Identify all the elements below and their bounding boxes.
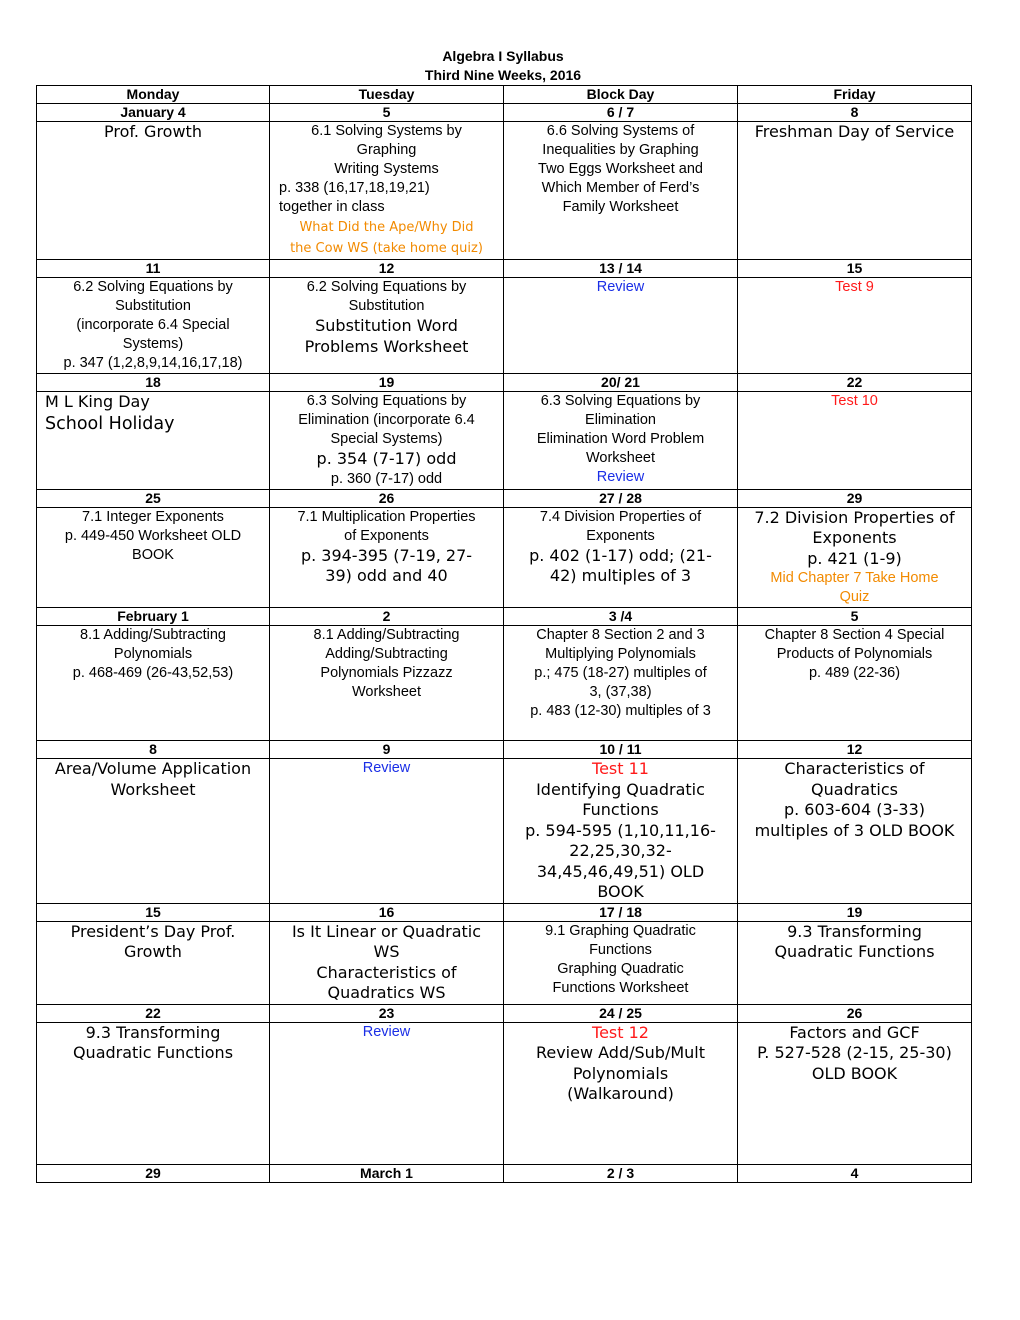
- date-cell: February 1: [37, 608, 270, 626]
- activity-cell: [738, 122, 972, 260]
- activity-line: Problems Worksheet: [304, 336, 469, 356]
- activity-line: Graphing Quadratic: [557, 960, 684, 977]
- activity-line: p. 449-450 Worksheet OLD: [64, 527, 242, 544]
- activity-line: Adding/Subtracting: [325, 646, 448, 662]
- activity-row: [37, 921, 972, 1004]
- activity-cell: [270, 122, 504, 260]
- activity-line: Polynomials: [113, 646, 193, 662]
- activity-cell: [37, 626, 270, 741]
- activity-cell: [270, 507, 504, 608]
- date-cell: 24 / 25: [504, 1004, 738, 1022]
- activity-line: WS: [373, 942, 400, 961]
- activity-line: Functions: [582, 800, 659, 819]
- activity-row: [37, 507, 972, 608]
- activity-line: 7.1 Integer Exponents: [82, 508, 224, 525]
- activity-line: Identifying Quadratic: [536, 779, 705, 799]
- activity-line: 8.1 Adding/Subtracting: [80, 627, 226, 643]
- activity-cell: [270, 759, 504, 904]
- activity-line: 42) multiples of 3: [549, 566, 692, 585]
- date-cell: 29: [37, 1164, 270, 1182]
- activity-line: Substitution Word: [315, 316, 458, 335]
- activity-line: Elimination: [585, 412, 656, 428]
- activity-cell: [738, 921, 972, 1004]
- activity-line: p. 354 (7-17) odd: [316, 449, 457, 468]
- activity-line: 9.1 Graphing Quadratic: [545, 922, 696, 939]
- test-label: Test 10: [831, 393, 878, 409]
- activity-cell: [504, 278, 738, 374]
- activity-cell: [270, 1022, 504, 1164]
- activity-cell: [37, 921, 270, 1004]
- activity-cell: [37, 759, 270, 904]
- activity-line: Systems): [122, 336, 184, 352]
- activity-line: Worksheet: [351, 684, 422, 700]
- activity-line: Which Member of Ferd’s: [541, 180, 700, 196]
- activity-line: Elimination (incorporate 6.4: [298, 412, 475, 428]
- activity-line: 6.1 Solving Systems by: [311, 123, 462, 139]
- activity-row: [37, 122, 972, 260]
- test-label: Test 12: [592, 1022, 649, 1042]
- activity-line: School Holiday: [45, 413, 175, 434]
- activity-cell: [504, 921, 738, 1004]
- activity-line: 6.3 Solving Equations by: [306, 393, 467, 409]
- activity-line: Exponents: [586, 527, 655, 544]
- date-cell: 25: [37, 489, 270, 507]
- activity-line: Worksheet: [585, 450, 656, 466]
- test-label: Test 11: [592, 759, 649, 778]
- activity-line: Prof. Growth: [104, 122, 202, 141]
- activity-line: p. 347 (1,2,8,9,14,16,17,18): [63, 355, 243, 371]
- test-label: Test 9: [835, 279, 874, 295]
- date-row: [37, 104, 972, 122]
- date-row: [37, 1164, 972, 1182]
- activity-line: p. 603-604 (3-33): [783, 800, 926, 819]
- activity-cell: [504, 626, 738, 741]
- date-cell: 19: [738, 903, 972, 921]
- date-row: [37, 489, 972, 507]
- date-row: [37, 903, 972, 921]
- date-cell: 29: [738, 489, 972, 507]
- date-cell: 22: [37, 1004, 270, 1022]
- activity-line: p.; 475 (18-27) multiples of: [534, 665, 707, 681]
- activity-line: p. 594-595 (1,10,11,16-: [525, 820, 716, 840]
- activity-line: 9.3 Transforming: [85, 1022, 221, 1042]
- activity-line: p. 394-395 (7-19, 27-: [300, 545, 473, 565]
- date-cell: 2 / 3: [504, 1164, 738, 1182]
- activity-cell: [738, 1022, 972, 1164]
- date-cell: 23: [270, 1004, 504, 1022]
- date-cell: 26: [270, 489, 504, 507]
- activity-row: [37, 626, 972, 741]
- activity-line: Quadratic Functions: [72, 1043, 234, 1062]
- activity-line: OLD BOOK: [811, 1063, 898, 1083]
- date-cell: 9: [270, 741, 504, 759]
- syllabus-subtitle: Third Nine Weeks, 2016: [424, 67, 582, 83]
- activity-cell: [738, 507, 972, 608]
- activity-line: Growth: [124, 942, 182, 961]
- column-header: Monday: [37, 86, 270, 104]
- activity-line: Multiplying Polynomials: [545, 646, 696, 662]
- activity-row: [37, 1022, 972, 1164]
- activity-line: Polynomials Pizzazz: [320, 665, 453, 681]
- activity-line: together in class: [279, 199, 385, 215]
- activity-cell: [504, 122, 738, 260]
- activity-line: Quadratics WS: [327, 983, 446, 1002]
- activity-line: Quadratic Functions: [774, 942, 935, 961]
- activity-line: 3, (37,38): [589, 684, 652, 700]
- date-row: [37, 260, 972, 278]
- activity-cell: [738, 759, 972, 904]
- activity-line: Substitution: [115, 298, 191, 314]
- activity-cell: [37, 507, 270, 608]
- activity-line: 7.4 Division Properties of: [539, 508, 702, 525]
- activity-line: p. 489 (22-36): [808, 665, 901, 681]
- activity-line: Substitution: [348, 298, 425, 314]
- column-header: Block Day: [504, 86, 738, 104]
- activity-line: Functions: [589, 941, 652, 958]
- take-home-quiz-line: Quiz: [839, 589, 870, 605]
- activity-row: [37, 278, 972, 374]
- activity-cell: [504, 1022, 738, 1164]
- date-cell: 15: [37, 903, 270, 921]
- activity-line: Functions Worksheet: [552, 979, 689, 996]
- activity-line: 8.1 Adding/Subtracting: [313, 627, 460, 643]
- date-cell: 2: [270, 608, 504, 626]
- activity-line: Polynomials: [572, 1063, 669, 1083]
- review-label: Review: [362, 1023, 411, 1040]
- take-home-quiz-line: What Did the Ape/Why Did: [299, 220, 474, 235]
- activity-line: Writing Systems: [334, 161, 439, 177]
- date-cell: March 1: [270, 1164, 504, 1182]
- activity-line: Chapter 8 Section 2 and 3: [536, 627, 705, 643]
- activity-cell: [270, 626, 504, 741]
- activity-cell: [738, 626, 972, 741]
- activity-row: [37, 759, 972, 904]
- date-cell: 22: [738, 374, 972, 392]
- activity-line: Exponents: [812, 528, 897, 547]
- date-cell: 3 /4: [504, 608, 738, 626]
- activity-cell: [738, 278, 972, 374]
- take-home-quiz-line: Mid Chapter 7 Take Home: [770, 570, 939, 586]
- activity-line: Graphing: [356, 142, 417, 158]
- activity-line: 34,45,46,49,51) OLD: [536, 861, 705, 881]
- date-row: [37, 741, 972, 759]
- activity-line: M L King Day: [45, 392, 150, 411]
- activity-line: 6.6 Solving Systems of: [546, 123, 695, 139]
- date-cell: 8: [37, 741, 270, 759]
- activity-line: Characteristics of: [316, 962, 457, 982]
- activity-line: Elimination Word Problem: [536, 431, 705, 447]
- activity-line: Special Systems): [330, 431, 443, 447]
- review-label: Review: [362, 760, 411, 776]
- date-cell: 6 / 7: [504, 104, 738, 122]
- activity-cell: [504, 392, 738, 490]
- column-header: Tuesday: [270, 86, 504, 104]
- date-cell: 18: [37, 374, 270, 392]
- activity-line: 7.1 Multiplication Properties: [297, 508, 476, 525]
- activity-cell: [504, 507, 738, 608]
- activity-line: 39) odd and 40: [325, 566, 448, 585]
- activity-line: Factors and GCF: [789, 1022, 920, 1042]
- activity-line: President’s Day Prof.: [70, 921, 236, 941]
- date-cell: January 4: [37, 104, 270, 122]
- date-cell: 5: [738, 608, 972, 626]
- date-cell: 12: [270, 260, 504, 278]
- weekday-header-row: [37, 86, 972, 104]
- date-cell: 13 / 14: [504, 260, 738, 278]
- activity-line: Two Eggs Worksheet and: [538, 161, 703, 177]
- date-cell: 11: [37, 260, 270, 278]
- date-cell: 8: [738, 104, 972, 122]
- activity-line: BOOK: [132, 546, 174, 563]
- date-cell: 10 / 11: [504, 741, 738, 759]
- activity-line: (incorporate 6.4 Special: [76, 317, 230, 333]
- activity-cell: [37, 122, 270, 260]
- date-cell: 15: [738, 260, 972, 278]
- activity-line: P. 527-528 (2-15, 25-30): [757, 1043, 952, 1062]
- date-cell: 20/ 21: [504, 374, 738, 392]
- date-cell: 12: [738, 741, 972, 759]
- activity-line: p. 360 (7-17) odd: [330, 470, 443, 487]
- activity-cell: [37, 1022, 270, 1164]
- date-cell: 27 / 28: [504, 489, 738, 507]
- activity-line: Quadratics: [811, 779, 898, 799]
- review-label: Review: [596, 279, 645, 295]
- activity-line: Inequalities by Graphing: [542, 142, 699, 158]
- activity-line: Freshman Day of Service: [754, 122, 955, 141]
- activity-line: of Exponents: [344, 527, 429, 544]
- activity-cell: [270, 921, 504, 1004]
- activity-line: Area/Volume Application: [54, 759, 252, 778]
- date-cell: 17 / 18: [504, 903, 738, 921]
- activity-line: 22,25,30,32-: [569, 841, 672, 860]
- take-home-quiz-line: the Cow WS (take home quiz): [290, 241, 483, 256]
- activity-cell: [37, 278, 270, 374]
- activity-line: BOOK: [597, 882, 644, 901]
- column-header: Friday: [738, 86, 972, 104]
- activity-line: multiples of 3 OLD BOOK: [754, 820, 955, 840]
- activity-cell: [37, 392, 270, 490]
- activity-line: 6.2 Solving Equations by: [73, 279, 233, 295]
- activity-cell: [270, 392, 504, 490]
- activity-line: Family Worksheet: [562, 199, 679, 215]
- activity-line: 9.3 Transforming: [787, 921, 922, 941]
- date-cell: 16: [270, 903, 504, 921]
- date-cell: 5: [270, 104, 504, 122]
- syllabus-title: Algebra I Syllabus: [442, 48, 564, 64]
- activity-cell: [504, 759, 738, 904]
- activity-line: Products of Polynomials: [776, 646, 933, 662]
- activity-line: p. 338 (16,17,18,19,21): [279, 180, 430, 196]
- activity-line: 6.2 Solving Equations by: [306, 279, 467, 295]
- activity-line: 7.2 Division Properties of: [754, 507, 955, 527]
- schedule-table: [36, 85, 972, 1183]
- activity-cell: [738, 392, 972, 490]
- date-row: [37, 374, 972, 392]
- activity-line: p. 421 (1-9): [807, 548, 902, 568]
- activity-line: p. 402 (1-17) odd; (21-: [529, 545, 712, 565]
- date-row: [37, 608, 972, 626]
- activity-line: Review Add/Sub/Mult: [535, 1043, 706, 1062]
- activity-line: Is It Linear or Quadratic: [291, 921, 482, 941]
- activity-row: [37, 392, 972, 490]
- activity-cell: [270, 278, 504, 374]
- review-label: Review: [596, 469, 645, 485]
- activity-line: Chapter 8 Section 4 Special: [764, 627, 945, 643]
- activity-line: Characteristics of: [784, 759, 925, 778]
- activity-line: p. 483 (12-30) multiples of 3: [530, 703, 711, 719]
- activity-line: p. 468-469 (26-43,52,53): [72, 665, 234, 681]
- date-cell: 4: [738, 1164, 972, 1182]
- activity-line: 6.3 Solving Equations by: [540, 393, 701, 409]
- activity-line: (Walkaround): [567, 1084, 674, 1103]
- date-row: [37, 1004, 972, 1022]
- date-cell: 19: [270, 374, 504, 392]
- activity-line: Worksheet: [110, 779, 196, 799]
- date-cell: 26: [738, 1004, 972, 1022]
